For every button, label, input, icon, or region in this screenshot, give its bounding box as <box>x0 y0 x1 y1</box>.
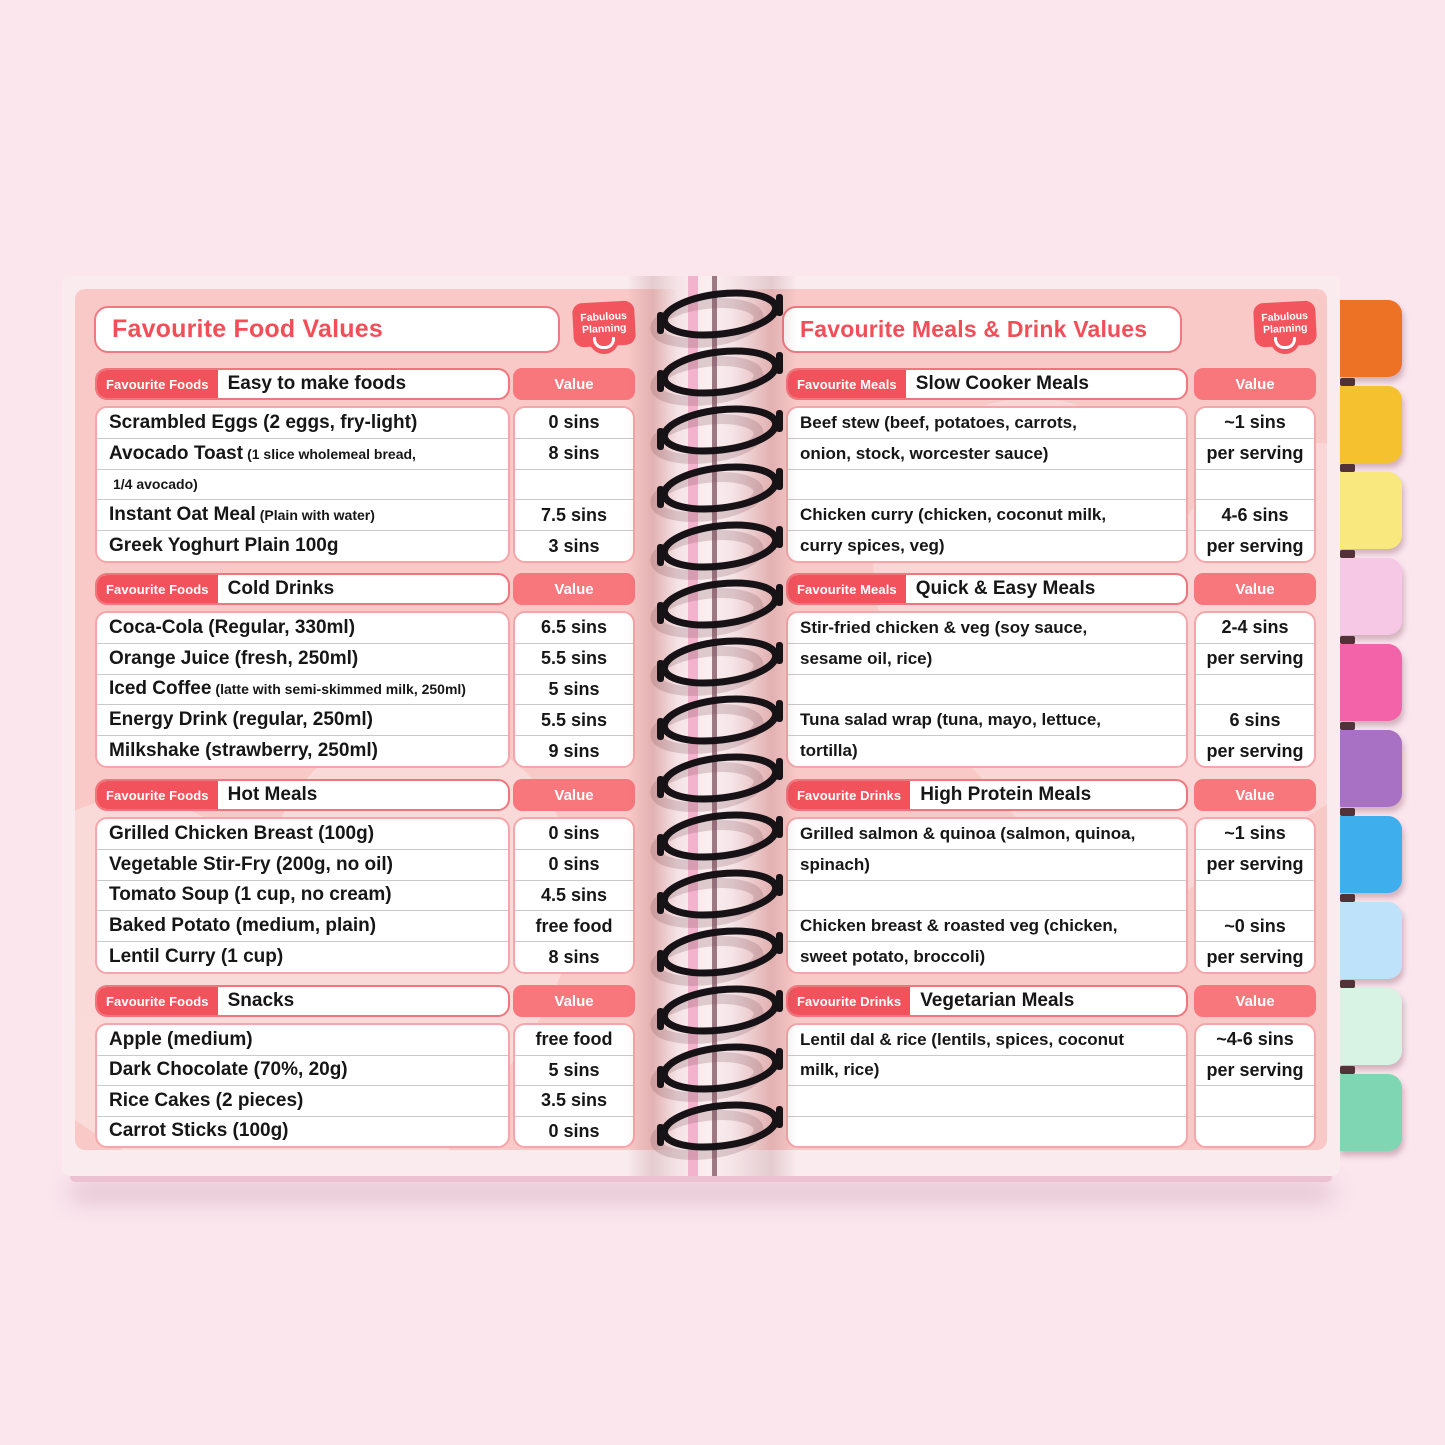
page-title: Favourite Meals & Drink Values <box>782 306 1182 353</box>
row-text: Grilled Chicken Breast (100g) <box>109 822 375 844</box>
table-row <box>788 881 1186 912</box>
value-list <box>1194 1023 1316 1148</box>
section-header <box>95 368 510 400</box>
section-body <box>786 611 1316 768</box>
tab-notch <box>1340 636 1355 644</box>
row-value <box>1196 1117 1314 1147</box>
table-row <box>788 613 1186 644</box>
tab-notch <box>1340 1066 1355 1074</box>
table-row <box>97 942 508 972</box>
table-row <box>97 408 508 439</box>
row-text: Chicken breast & roasted veg (chicken, <box>800 916 1118 936</box>
item-list <box>95 817 510 974</box>
section-4 <box>95 985 635 1148</box>
value-list <box>513 611 635 768</box>
tab-yellow[interactable] <box>1338 386 1402 463</box>
item-list <box>786 1023 1188 1148</box>
section-title: Cold Drinks <box>227 578 335 599</box>
table-row <box>788 1086 1186 1117</box>
section-badge: Favourite Meals <box>788 370 906 398</box>
section-body <box>95 1023 635 1148</box>
value-column-header: Value <box>1194 779 1316 811</box>
row-value: per serving <box>1206 946 1304 967</box>
section-badge: Favourite Meals <box>788 575 906 603</box>
planner-book <box>62 276 1340 1176</box>
section-header <box>786 779 1188 811</box>
row-value: 5 sins <box>515 1056 633 1087</box>
section-badge: Favourite Foods <box>97 370 218 398</box>
section-header-row <box>786 368 1316 400</box>
row-value <box>1196 470 1314 501</box>
row-value: 6.5 sins <box>515 613 633 644</box>
tab-notch <box>1340 894 1355 902</box>
tab-notch <box>1340 550 1355 558</box>
tab-light-blue[interactable] <box>1338 902 1402 979</box>
row-value <box>1196 675 1314 706</box>
value-list <box>513 817 635 974</box>
tab-pale-mint[interactable] <box>1338 988 1402 1065</box>
value-column-header: Value <box>513 573 635 605</box>
item-list <box>95 611 510 768</box>
right-page <box>712 276 1340 1176</box>
table-row <box>788 736 1186 766</box>
row-value: free food <box>515 911 633 942</box>
row-value: 3 sins <box>548 535 600 556</box>
row-text-small: (Plain with water) <box>259 507 375 524</box>
row-value: per serving <box>1196 850 1314 881</box>
table-row <box>97 736 508 766</box>
section-2 <box>95 573 635 768</box>
spiral-binding-svg <box>645 276 795 1176</box>
section-header <box>95 985 510 1017</box>
row-value: 8 sins <box>515 439 633 470</box>
row-value: 0 sins <box>515 850 633 881</box>
section-header <box>786 985 1188 1017</box>
table-row <box>788 1117 1186 1147</box>
section-header-row <box>95 573 635 605</box>
value-column-header: Value <box>1194 985 1316 1017</box>
table-row <box>788 1056 1186 1087</box>
item-list <box>95 1023 510 1148</box>
row-text: milk, rice) <box>800 1060 880 1080</box>
tab-strip <box>1338 300 1402 1151</box>
section-2 <box>786 573 1316 768</box>
table-row <box>97 819 508 850</box>
row-text-small: (latte with semi-skimmed milk, 250ml) <box>215 681 466 698</box>
section-3 <box>95 779 635 974</box>
row-value <box>515 470 633 501</box>
item-list <box>786 406 1188 563</box>
tab-blue[interactable] <box>1338 816 1402 893</box>
table-row <box>97 850 508 881</box>
row-text: Rice Cakes (2 pieces) <box>109 1089 304 1111</box>
row-value: ~1 sins <box>1196 408 1314 439</box>
tab-notch <box>1340 378 1355 386</box>
table-row <box>97 705 508 736</box>
table-row <box>788 1025 1186 1056</box>
section-header <box>786 573 1188 605</box>
table-row <box>788 644 1186 675</box>
fabulous-planning-logo <box>573 302 635 346</box>
row-text: Energy Drink (regular, 250ml) <box>109 709 373 731</box>
row-text: Coca-Cola (Regular, 330ml) <box>109 616 356 638</box>
section-header-row <box>786 985 1316 1017</box>
section-badge: Favourite Drinks <box>788 781 910 809</box>
row-value: ~0 sins <box>1196 911 1314 942</box>
row-text: Scrambled Eggs (2 eggs, fry-light) <box>109 411 418 433</box>
row-value: ~1 sins <box>1196 819 1314 850</box>
row-text: onion, stock, worcester sauce) <box>800 443 1049 463</box>
row-value <box>1196 881 1314 912</box>
table-row <box>788 500 1186 531</box>
row-text: Apple (medium) <box>109 1028 253 1050</box>
row-value: 3.5 sins <box>515 1086 633 1117</box>
row-text: Instant Oat Meal <box>109 504 256 526</box>
value-column-header: Value <box>513 368 635 400</box>
section-1 <box>95 368 635 563</box>
row-text: Lentil Curry (1 cup) <box>109 946 284 968</box>
row-value: 6 sins <box>1196 705 1314 736</box>
row-value: 4.5 sins <box>515 881 633 912</box>
row-text: sweet potato, broccoli) <box>800 947 986 967</box>
section-header <box>786 368 1188 400</box>
section-title: Slow Cooker Meals <box>915 373 1089 394</box>
tab-notch <box>1340 722 1355 730</box>
logo-text <box>1261 311 1309 337</box>
item-list <box>95 406 510 563</box>
section-body <box>95 406 635 563</box>
tab-purple[interactable] <box>1338 730 1402 807</box>
table-row <box>788 850 1186 881</box>
section-title: Snacks <box>227 990 295 1011</box>
row-value: per serving <box>1196 439 1314 470</box>
tab-pale-yellow[interactable] <box>1338 472 1402 549</box>
row-text-small: 1/4 avocado) <box>113 476 198 493</box>
tab-mint[interactable] <box>1338 1074 1402 1151</box>
row-value: free food <box>515 1025 633 1056</box>
left-page <box>62 276 712 1176</box>
section-badge: Favourite Foods <box>97 987 218 1015</box>
table-row <box>788 408 1186 439</box>
row-value: 5 sins <box>515 675 633 706</box>
table-row <box>788 819 1186 850</box>
logo-text-line: Fabulous <box>580 310 628 325</box>
table-row <box>97 911 508 942</box>
section-badge: Favourite Foods <box>97 575 218 603</box>
tab-notch <box>1340 464 1355 472</box>
row-text: Orange Juice (fresh, 250ml) <box>109 647 359 669</box>
table-row <box>788 675 1186 706</box>
row-text: Milkshake (strawberry, 250ml) <box>109 740 378 762</box>
value-list <box>1194 406 1316 563</box>
row-text: Vegetable Stir-Fry (200g, no oil) <box>109 853 394 875</box>
section-title: Easy to make foods <box>227 373 407 394</box>
table-row <box>97 881 508 912</box>
logo-text-line: Planning <box>1262 321 1308 337</box>
section-body <box>786 817 1316 974</box>
value-list <box>513 1023 635 1148</box>
logo-text <box>580 311 628 337</box>
table-row <box>97 500 508 531</box>
section-body <box>95 817 635 974</box>
table-row <box>788 531 1186 561</box>
row-text: Grilled salmon & quinoa (salmon, quinoa, <box>800 823 1136 843</box>
value-column-header: Value <box>513 779 635 811</box>
row-text: Tomato Soup (1 cup, no cream) <box>109 884 392 906</box>
row-value: 5.5 sins <box>515 705 633 736</box>
value-column-header: Value <box>1194 368 1316 400</box>
section-3 <box>786 779 1316 974</box>
table-row <box>97 470 508 501</box>
page-title: Favourite Food Values <box>94 306 560 353</box>
table-row <box>97 1025 508 1056</box>
row-text: Carrot Sticks (100g) <box>109 1120 289 1142</box>
table-row <box>97 1086 508 1117</box>
tab-notch <box>1340 808 1355 816</box>
section-header-row <box>786 573 1316 605</box>
section-header <box>95 573 510 605</box>
tab-hot-pink[interactable] <box>1338 644 1402 721</box>
section-badge: Favourite Drinks <box>788 987 910 1015</box>
table-row <box>788 942 1186 972</box>
row-value: 5.5 sins <box>515 644 633 675</box>
tab-light-pink[interactable] <box>1338 558 1402 635</box>
row-text: spinach) <box>800 854 870 874</box>
value-column-header: Value <box>513 985 635 1017</box>
row-value <box>1196 1086 1314 1117</box>
row-value: per serving <box>1196 1056 1314 1087</box>
section-title: Quick & Easy Meals <box>915 578 1096 599</box>
row-text: Dark Chocolate (70%, 20g) <box>109 1059 348 1081</box>
row-value: 9 sins <box>548 740 600 761</box>
row-value: per serving <box>1206 535 1304 556</box>
section-header-row <box>95 779 635 811</box>
row-text-small: (1 slice wholemeal bread, <box>247 445 416 462</box>
row-value: 0 sins <box>515 408 633 439</box>
tab-orange[interactable] <box>1338 300 1402 377</box>
section-title: Hot Meals <box>227 784 318 805</box>
value-list <box>1194 817 1316 974</box>
value-list <box>513 406 635 563</box>
row-value: 4-6 sins <box>1196 500 1314 531</box>
row-text: Baked Potato (medium, plain) <box>109 915 377 937</box>
section-header-row <box>786 779 1316 811</box>
table-row <box>97 1117 508 1147</box>
table-row <box>97 1056 508 1087</box>
tab-notch <box>1340 980 1355 988</box>
row-value: ~4-6 sins <box>1196 1025 1314 1056</box>
row-text: tortilla) <box>800 741 858 761</box>
table-row <box>788 911 1186 942</box>
section-header <box>95 779 510 811</box>
item-list <box>786 817 1188 974</box>
row-text: Stir-fried chicken & veg (soy sauce, <box>800 617 1088 637</box>
value-list <box>1194 611 1316 768</box>
table-row <box>97 675 508 706</box>
table-row <box>97 531 508 561</box>
section-title: High Protein Meals <box>920 784 1092 805</box>
table-row <box>788 470 1186 501</box>
row-text: Tuna salad wrap (tuna, mayo, lettuce, <box>800 710 1102 730</box>
section-4 <box>786 985 1316 1148</box>
section-body <box>786 406 1316 563</box>
row-text: Beef stew (beef, potatoes, carrots, <box>800 412 1077 432</box>
row-value: 8 sins <box>548 946 600 967</box>
section-1 <box>786 368 1316 563</box>
item-list <box>786 611 1188 768</box>
table-row <box>788 439 1186 470</box>
row-text: Lentil dal & rice (lentils, spices, coconut <box>800 1029 1125 1049</box>
row-text: Iced Coffee <box>109 678 212 700</box>
section-header-row <box>95 368 635 400</box>
value-column-header: Value <box>1194 573 1316 605</box>
row-value: per serving <box>1206 740 1304 761</box>
section-badge: Favourite Foods <box>97 781 218 809</box>
section-body <box>95 611 635 768</box>
row-text: sesame oil, rice) <box>800 648 933 668</box>
row-text: Chicken curry (chicken, coconut milk, <box>800 505 1107 525</box>
section-body <box>786 1023 1316 1148</box>
row-value: per serving <box>1196 644 1314 675</box>
logo-text-line: Planning <box>581 321 627 337</box>
section-header-row <box>95 985 635 1017</box>
table-row <box>97 613 508 644</box>
section-title: Vegetarian Meals <box>920 990 1075 1011</box>
table-row <box>97 439 508 470</box>
row-text: Avocado Toast <box>109 442 244 464</box>
row-value: 7.5 sins <box>515 500 633 531</box>
logo-text-line: Fabulous <box>1261 310 1309 325</box>
row-value: 0 sins <box>548 1120 600 1141</box>
row-value: 2-4 sins <box>1196 613 1314 644</box>
table-row <box>97 644 508 675</box>
row-value: 0 sins <box>515 819 633 850</box>
table-row <box>788 705 1186 736</box>
row-text: Greek Yoghurt Plain 100g <box>109 535 339 557</box>
fabulous-planning-logo <box>1254 302 1316 346</box>
row-text: curry spices, veg) <box>800 536 945 556</box>
